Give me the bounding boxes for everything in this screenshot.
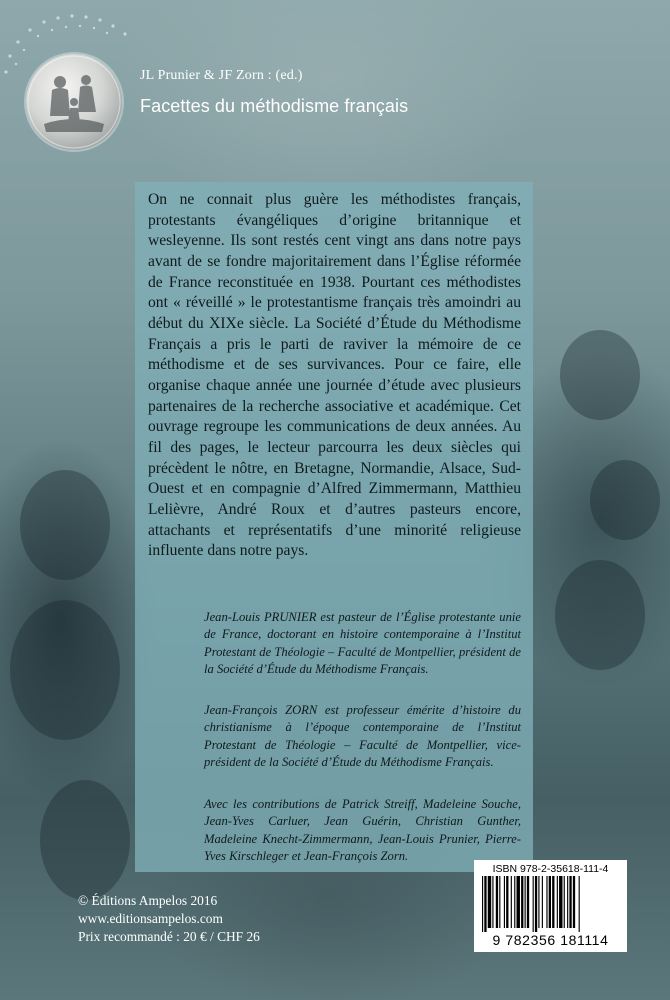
barcode-icon [482, 876, 619, 932]
background-photo-figure [590, 460, 660, 540]
website-line: www.editionsampelos.com [78, 911, 223, 926]
book-title: Facettes du méthodisme français [140, 96, 409, 116]
price-line: Prix recommandé : 20 € / CHF 26 [78, 929, 260, 944]
editors-line: JL Prunier & JF Zorn : (ed.) [140, 68, 303, 83]
contributors-list: Avec les contributions de Patrick Streiff, Madeleine Souche, Jean-Yves Carluer, Jean Guérin, Christian Gunther, Madeleine Knecht-Zimmermann, Jean-Louis Prunier, Pierre-Yves Kirschleger et Jean-François Zorn. [204, 797, 521, 864]
barcode-digits: 9 782356 181114 [492, 932, 609, 948]
author-bio-prunier: Jean-Louis PRUNIER est pasteur de l’Église protestante unie de France, doctorant en histoire contemporaine à l’Institut Protestant de Théologie – Faculté de Montpellier, président de la Société d’Étude du Méthodisme Français. [204, 610, 521, 677]
publisher-medallion-icon [26, 54, 122, 150]
background-photo-figure [20, 470, 110, 580]
background-photo-figure [10, 600, 120, 740]
summary-text: On ne connait plus guère les méthodistes français, protestants évangéliques d’origine britannique et wesleyenne. Ils sont restés cent vingt ans dans notre pays avant de se fondre majoritairement dans l’Église réformée de France reconstituée en 1938. Pourtant ces méthodistes ont « réveillé » le protestantisme français très amoindri au début du XIXe siècle. La Société d’Étude du Méthodisme Français a pris le parti de raviver la mémoire de ce méthodisme et de ses survivances. Pour ce faire, elle organise chaque année une journée d’étude avec plusieurs partenaires de la recherche associative et académique. Cet ouvrage regroupe les communications de deux années. Au fil des pages, le lecteur parcourra les deux siècles qui précèdent le nôtre, en Bretagne, Normandie, Alsace, Sud-Ouest et en compagnie d’Alfred Zimmermann, Matthieu Lelièvre, André Roux et d’autres pasteurs encore, attachants et représentatifs d’une minorité religieuse influente dans notre pays. [148, 191, 521, 560]
copyright-line: © Éditions Ampelos 2016 [78, 893, 218, 908]
isbn-barcode [474, 860, 627, 952]
author-bio-zorn: Jean-François ZORN est professeur émérite d’histoire du christianisme à l’époque contemporaine de l’Institut Protestant de Théologie – Faculté de Montpellier, vice-président de la Société d’Étude du Méthodisme Français. [204, 703, 521, 770]
background-photo-figure [560, 330, 640, 420]
background-photo-figure [555, 560, 645, 670]
isbn-label: ISBN 978-2-35618-111-4 [492, 863, 609, 875]
background-photo-figure [40, 780, 130, 900]
